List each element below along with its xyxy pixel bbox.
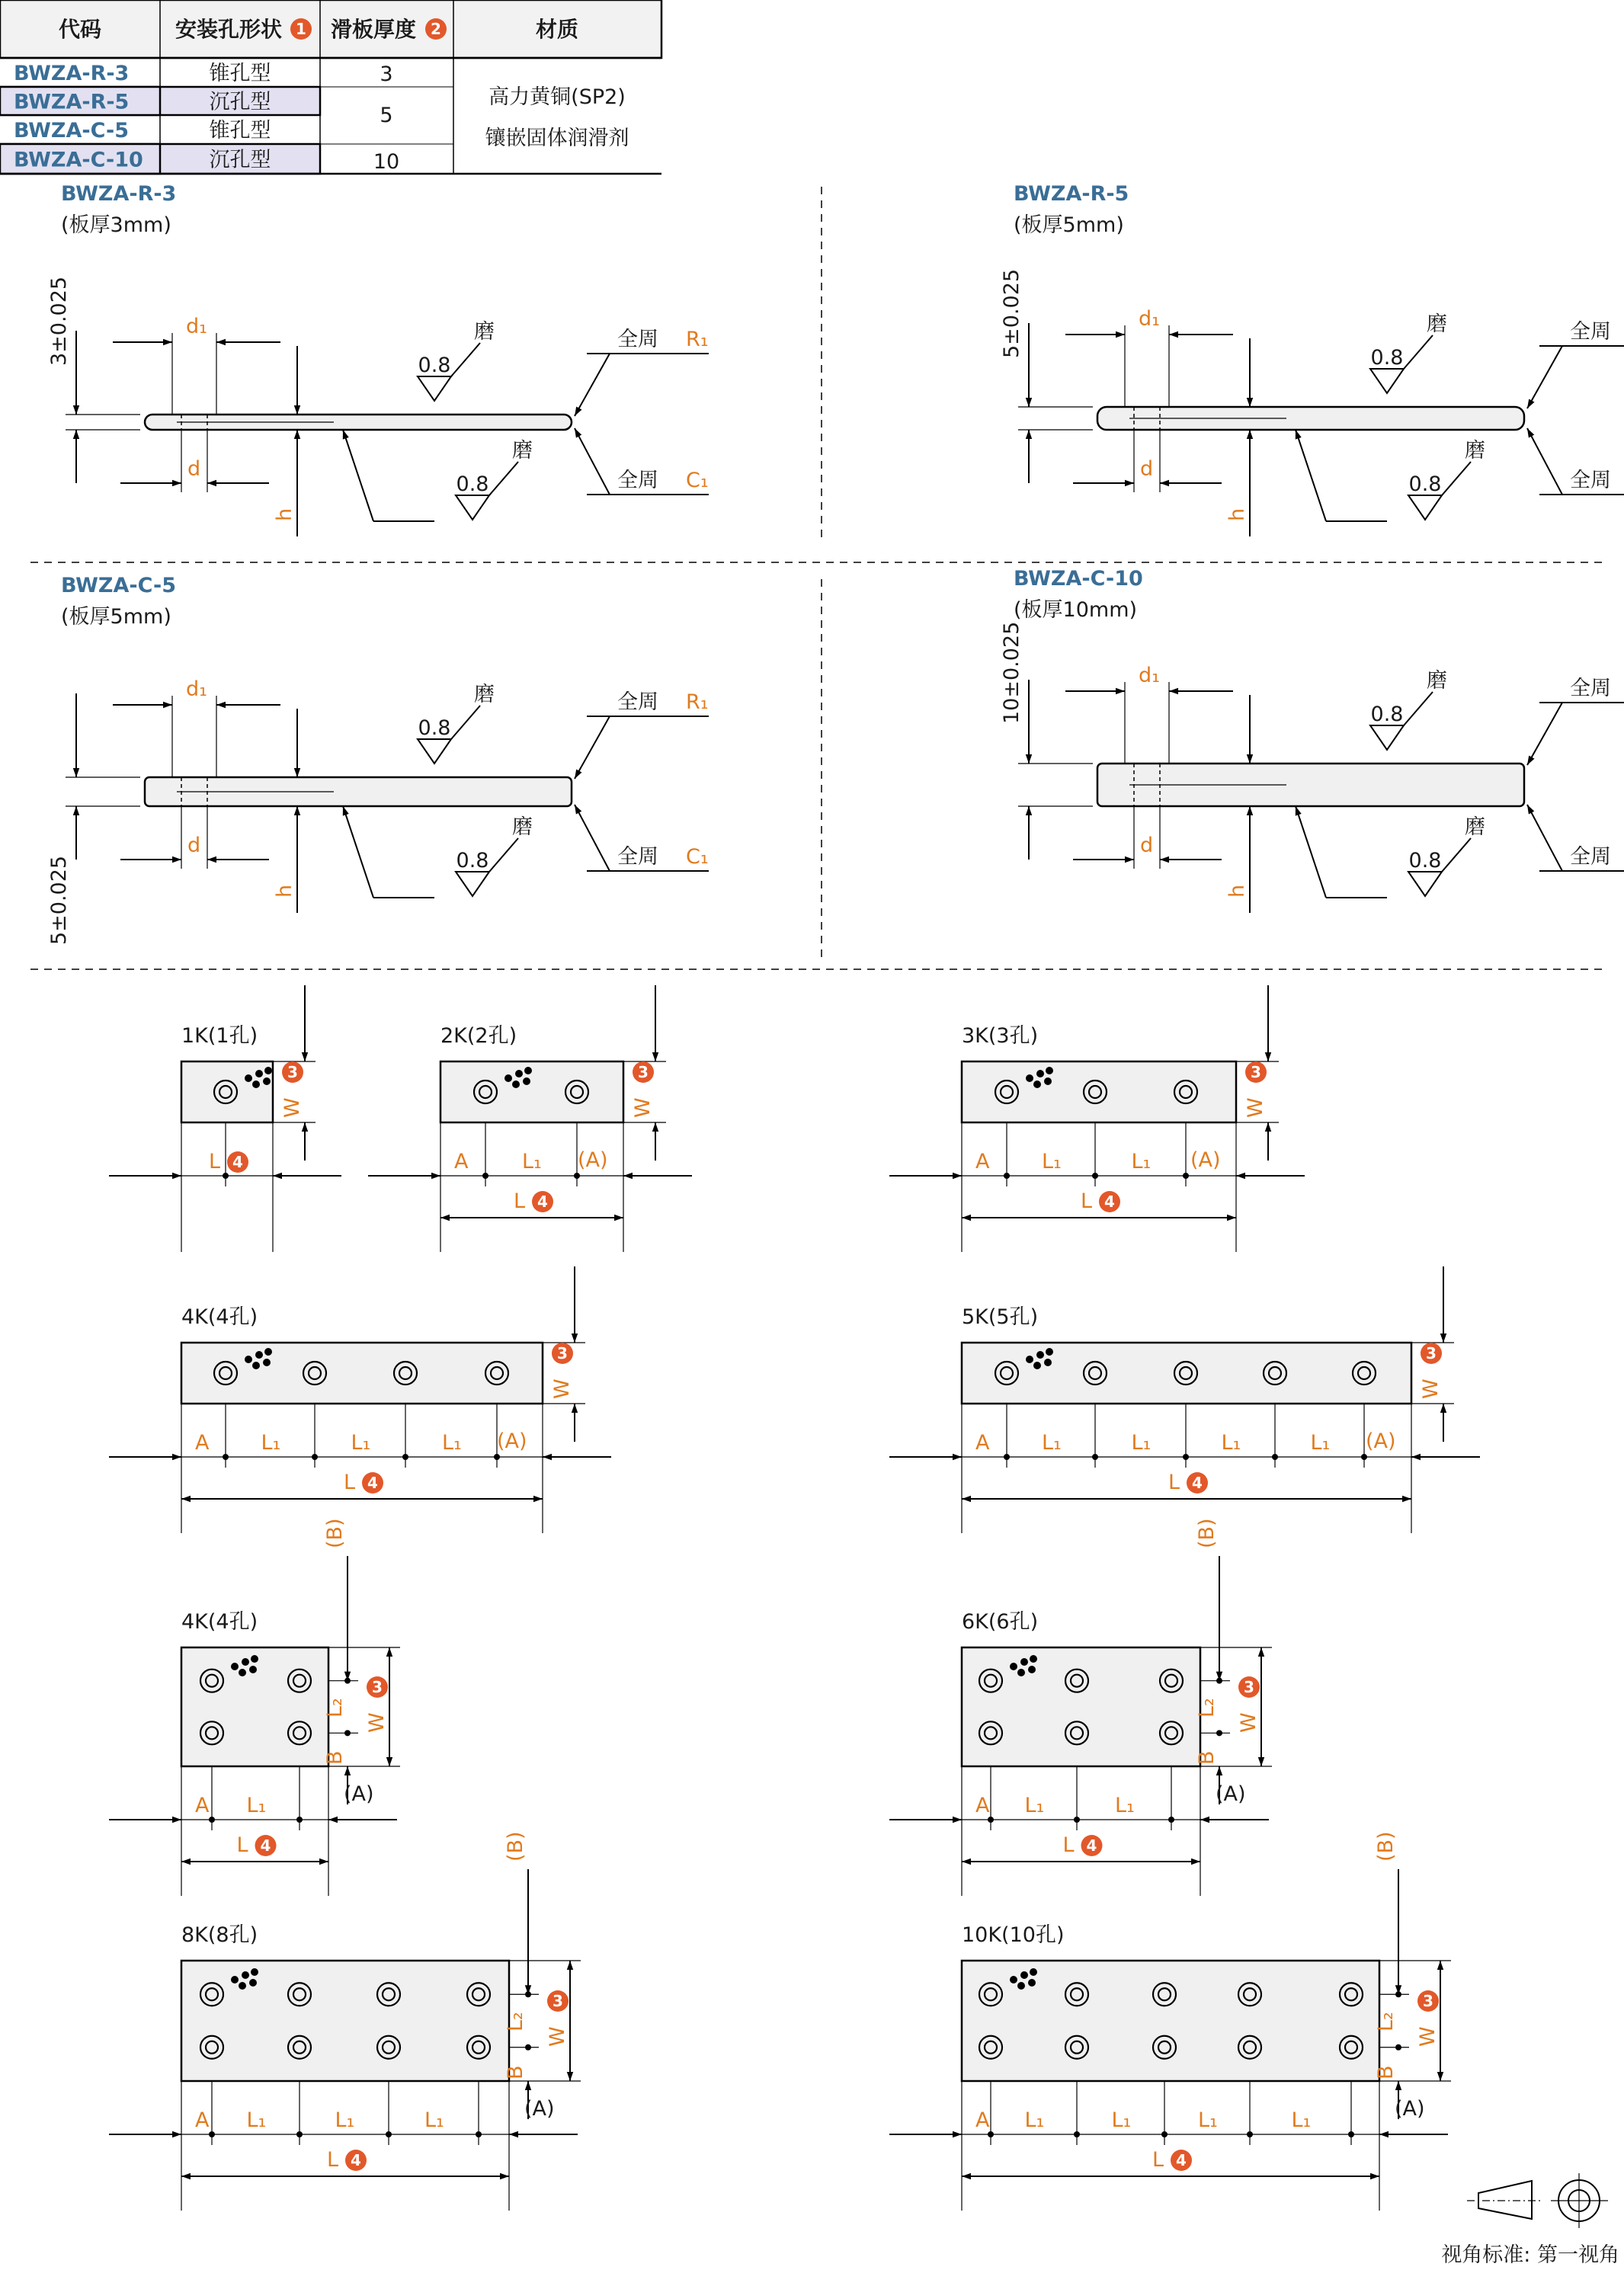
- section-code: BWZA-C-10: [1014, 567, 1143, 591]
- table-cell-thickness: 3: [380, 62, 393, 86]
- badge-w-text: 3: [1244, 1678, 1254, 1696]
- dim-l1: L₁: [1221, 1431, 1241, 1455]
- dim-h: h: [1225, 884, 1249, 898]
- roughness-leader: [489, 462, 518, 495]
- dim-dot: [525, 2044, 531, 2051]
- roughness-value: 0.8: [1370, 703, 1404, 726]
- table-header-shape: 安装孔形状: [175, 17, 283, 42]
- dim-l: L: [1081, 1189, 1093, 1213]
- label-r1: R₁: [686, 690, 709, 714]
- dim-h: h: [273, 884, 296, 898]
- grind-label: 磨: [1427, 312, 1447, 336]
- lubricant-dot: [1028, 1979, 1036, 1987]
- roughness-value: 0.8: [418, 354, 451, 377]
- lubricant-dot: [524, 1067, 532, 1074]
- dim-l1: L₁: [1310, 1431, 1331, 1455]
- plate-top-view: [181, 1961, 509, 2081]
- table-header-code: 代码: [58, 17, 102, 42]
- dim-d: d: [187, 834, 201, 857]
- dim-a-ref: (A): [1216, 1782, 1246, 1806]
- grind-label: 磨: [1465, 439, 1485, 463]
- lubricant-dot: [1044, 1077, 1052, 1085]
- dim-l1: L₁: [1111, 2108, 1132, 2132]
- dim-a: A: [195, 2108, 210, 2132]
- lubricant-dot: [1036, 1351, 1044, 1359]
- dim-l1: L₁: [442, 1431, 462, 1455]
- leader-r1: [1527, 346, 1562, 408]
- leader-c1: [1527, 428, 1562, 495]
- badge-l-text: 4: [1104, 1193, 1115, 1211]
- lubricant-dot: [1017, 1982, 1025, 1990]
- lubricant-dot: [245, 1356, 252, 1363]
- badge-w-text: 3: [287, 1063, 298, 1081]
- badge-l-text: 4: [537, 1193, 548, 1211]
- dim-l1: L₁: [424, 2108, 444, 2132]
- dim-l2: L₂: [323, 1698, 347, 1718]
- dim-b-ref: (B): [323, 1518, 347, 1548]
- table-cell-shape: 锥孔型: [209, 119, 271, 142]
- badge-w-text: 3: [557, 1344, 568, 1362]
- badge-l-text: 4: [1192, 1474, 1203, 1492]
- dim-l: L: [514, 1189, 526, 1213]
- thickness-dim: 10±0.025: [1000, 621, 1023, 724]
- layout-title: 4K(4孔): [181, 1305, 258, 1329]
- table-cell-thickness: 5: [380, 104, 393, 127]
- dim-w: W: [546, 2026, 569, 2047]
- dim-d1: d₁: [186, 677, 207, 701]
- grind-label: 磨: [474, 683, 495, 706]
- label-r1: R₁: [686, 328, 709, 351]
- leader-c1: [575, 805, 610, 871]
- lubricant-dot: [255, 1070, 263, 1077]
- lubricant-dot: [1028, 1666, 1036, 1673]
- plate-top-view: [962, 1647, 1200, 1766]
- dim-l1: L₁: [1115, 1794, 1135, 1817]
- lubricant-dot: [249, 1979, 257, 1987]
- roughness-leader: [1296, 430, 1326, 521]
- roughness-leader: [1442, 462, 1471, 495]
- roughness-bottom: [1408, 495, 1442, 520]
- dim-l1: L₁: [1024, 2108, 1045, 2132]
- lubricant-dot: [264, 1067, 272, 1074]
- dim-a: A: [454, 1150, 469, 1173]
- badge-w-text: 3: [1426, 1344, 1437, 1362]
- dim-l1: L₁: [522, 1150, 542, 1173]
- dim-dot: [344, 1730, 351, 1736]
- layout-title: 8K(8孔): [181, 1923, 258, 1947]
- table-cell-code: BWZA-C-5: [14, 119, 129, 142]
- dim-l: L: [327, 2148, 339, 2172]
- badge-w-text: 3: [553, 1992, 563, 2010]
- dim-l: L: [1152, 2148, 1164, 2172]
- lubricant-dot: [1036, 1070, 1044, 1077]
- roughness-bottom: [1408, 872, 1442, 896]
- roughness-bottom: [456, 495, 489, 520]
- roughness-leader: [343, 806, 373, 898]
- label-around: 全周: [617, 469, 658, 492]
- lubricant-dot: [263, 1077, 271, 1085]
- dim-w: W: [631, 1097, 655, 1118]
- roughness-value: 0.8: [1408, 472, 1442, 496]
- roughness-top: [418, 376, 451, 401]
- dim-w: W: [1237, 1712, 1260, 1733]
- roughness-top: [1370, 369, 1404, 393]
- section-note: (板厚3mm): [61, 213, 171, 237]
- dim-b: B: [504, 2065, 527, 2079]
- roughness-leader: [451, 343, 480, 376]
- leader-c1: [1527, 805, 1562, 871]
- dim-a-ref: (A): [578, 1148, 608, 1172]
- roughness-leader: [1404, 335, 1433, 369]
- lubricant-dot: [245, 1074, 252, 1082]
- lubricant-dot: [242, 1971, 249, 1979]
- dim-h: h: [273, 507, 296, 521]
- dim-dot: [1216, 1678, 1222, 1684]
- thickness-dim: 3±0.025: [47, 276, 71, 366]
- layout-title: 5K(5孔): [962, 1305, 1039, 1329]
- section-note: (板厚10mm): [1014, 598, 1138, 622]
- table-cell-thickness: 10: [373, 150, 400, 174]
- lubricant-dot: [263, 1359, 271, 1366]
- header-badge-2-text: 2: [431, 20, 441, 38]
- layout-title: 3K(3孔): [962, 1024, 1039, 1048]
- lubricant-dot: [1033, 1362, 1041, 1369]
- badge-w-text: 3: [1251, 1063, 1261, 1081]
- lubricant-dot: [231, 1663, 239, 1670]
- plate-top-view: [181, 1647, 328, 1766]
- dim-a-ref: (A): [1190, 1148, 1221, 1172]
- label-around: 全周: [617, 845, 658, 869]
- badge-w-text: 3: [1423, 1992, 1433, 2010]
- dim-l: L: [1168, 1471, 1180, 1494]
- dim-w: W: [550, 1378, 574, 1399]
- table-cell-code: BWZA-R-5: [14, 90, 130, 114]
- table-material-2: 镶嵌固体润滑剂: [485, 126, 629, 150]
- lubricant-dot: [1046, 1348, 1053, 1356]
- roughness-top: [1370, 725, 1404, 750]
- dim-l2: L₂: [1374, 2012, 1398, 2031]
- dim-w: W: [1416, 2026, 1440, 2047]
- table-cell-code: BWZA-C-10: [14, 148, 143, 172]
- dim-l: L: [209, 1150, 221, 1173]
- table-cell-shape: 锥孔型: [209, 62, 271, 85]
- roughness-bottom: [456, 872, 489, 896]
- dim-l1: L₁: [246, 1794, 267, 1817]
- roughness-leader: [1442, 838, 1471, 872]
- dim-l1: L₁: [1198, 2108, 1218, 2132]
- lubricant-dot: [1030, 1968, 1037, 1976]
- table-cell-code: BWZA-R-3: [14, 62, 130, 85]
- table-header-material: 材质: [535, 17, 579, 42]
- dim-h: h: [1225, 507, 1249, 521]
- roughness-top: [418, 739, 451, 764]
- view-standard-label: 视角标准: 第一视角: [1441, 2243, 1619, 2267]
- layout-title: 6K(6孔): [962, 1610, 1039, 1634]
- dim-l: L: [344, 1471, 356, 1494]
- dim-a: A: [975, 1431, 990, 1455]
- dim-d1: d₁: [1139, 307, 1160, 331]
- dim-l1: L₁: [1131, 1150, 1152, 1173]
- dim-d: d: [1140, 834, 1154, 857]
- roughness-leader: [1296, 806, 1326, 898]
- dim-d1: d₁: [186, 315, 207, 338]
- dim-l1: L₁: [1131, 1431, 1152, 1455]
- dim-b: B: [1374, 2065, 1398, 2079]
- dim-a-ref: (A): [1395, 2097, 1425, 2121]
- dim-a: A: [975, 1794, 990, 1817]
- lubricant-dot: [1044, 1359, 1052, 1366]
- lubricant-dot: [239, 1669, 246, 1676]
- roughness-value: 0.8: [1370, 346, 1404, 370]
- thickness-dim: 5±0.025: [47, 855, 71, 945]
- dim-l: L: [236, 1833, 248, 1857]
- plate-top-view: [962, 1061, 1236, 1122]
- dim-a-ref: (A): [497, 1430, 527, 1453]
- dim-dot: [525, 1991, 531, 1997]
- section-note: (板厚5mm): [61, 605, 171, 629]
- dim-w: W: [280, 1097, 304, 1118]
- dim-b: B: [323, 1750, 347, 1765]
- label-around: 全周: [1570, 845, 1611, 869]
- dim-l2: L₂: [504, 2012, 527, 2031]
- lubricant-dot: [264, 1348, 272, 1356]
- layout-title: 2K(2孔): [440, 1024, 517, 1048]
- dim-d1: d₁: [1139, 664, 1160, 687]
- lubricant-dot: [251, 1968, 258, 1976]
- dim-b-ref: (B): [504, 1831, 527, 1862]
- label-c1: C₁: [686, 469, 709, 492]
- leader-r1: [1527, 703, 1562, 765]
- dim-a-ref: (A): [524, 2097, 555, 2121]
- table-header-thickness: 滑板厚度: [330, 17, 417, 42]
- dim-a-ref: (A): [1366, 1430, 1396, 1453]
- section-code: BWZA-R-5: [1014, 182, 1129, 206]
- lubricant-dot: [1026, 1356, 1033, 1363]
- layout-title: 1K(1孔): [181, 1024, 258, 1048]
- dim-dot: [344, 1678, 351, 1684]
- section-code: BWZA-C-5: [61, 574, 176, 597]
- dim-l2: L₂: [1195, 1698, 1219, 1718]
- layout-title: 4K(4孔): [181, 1610, 258, 1634]
- badge-l-text: 4: [260, 1836, 271, 1855]
- table-cell-shape: 沉孔型: [209, 148, 271, 172]
- leader-c1: [575, 428, 610, 495]
- lubricant-dot: [523, 1077, 530, 1085]
- dim-l1: L₁: [1042, 1150, 1062, 1173]
- lubricant-dot: [1026, 1074, 1033, 1082]
- lubricant-dot: [1020, 1971, 1028, 1979]
- label-around: 全周: [617, 328, 658, 351]
- dim-l1: L₁: [1291, 2108, 1312, 2132]
- layout-title: 10K(10孔): [962, 1923, 1065, 1947]
- projection-symbol-cone: [1478, 2181, 1532, 2219]
- lubricant-dot: [1046, 1067, 1053, 1074]
- label-around: 全周: [1570, 469, 1611, 492]
- badge-w-text: 3: [638, 1063, 649, 1081]
- lubricant-dot: [239, 1982, 246, 1990]
- lubricant-dot: [1030, 1655, 1037, 1663]
- leader-r1: [575, 354, 610, 416]
- lubricant-dot: [242, 1658, 249, 1666]
- plate-top-view: [962, 1343, 1411, 1404]
- roughness-leader: [343, 430, 373, 521]
- lubricant-dot: [249, 1666, 257, 1673]
- dim-l1: L₁: [261, 1431, 281, 1455]
- lubricant-dot: [512, 1081, 520, 1088]
- dim-d: d: [1140, 457, 1154, 481]
- lubricant-dot: [515, 1070, 523, 1077]
- section-code: BWZA-R-3: [61, 182, 177, 206]
- badge-l-text: 4: [232, 1153, 243, 1171]
- roughness-value: 0.8: [456, 849, 489, 872]
- lubricant-dot: [252, 1362, 260, 1369]
- grind-label: 磨: [474, 320, 495, 344]
- roughness-leader: [451, 706, 480, 739]
- dim-a: A: [195, 1431, 210, 1455]
- label-around: 全周: [617, 690, 658, 714]
- badge-l-text: 4: [1176, 2151, 1187, 2169]
- label-c1: C₁: [686, 845, 709, 869]
- plate-top-view: [181, 1343, 543, 1404]
- grind-label: 磨: [512, 815, 533, 839]
- roughness-value: 0.8: [1408, 849, 1442, 872]
- grind-label: 磨: [1427, 669, 1447, 693]
- dim-l: L: [1062, 1833, 1075, 1857]
- grind-label: 磨: [1465, 815, 1485, 839]
- dim-a-ref: (A): [344, 1782, 374, 1806]
- roughness-value: 0.8: [418, 716, 451, 740]
- dim-b-ref: (B): [1374, 1831, 1398, 1862]
- badge-l-text: 4: [351, 2151, 361, 2169]
- dim-a: A: [195, 1794, 210, 1817]
- lubricant-dot: [1017, 1669, 1025, 1676]
- lubricant-dot: [231, 1976, 239, 1983]
- dim-dot: [1216, 1730, 1222, 1736]
- dim-w: W: [1244, 1097, 1267, 1118]
- lubricant-dot: [1020, 1658, 1028, 1666]
- table-material-1: 高力黄铜(SP2): [488, 85, 626, 109]
- section-note: (板厚5mm): [1014, 213, 1124, 237]
- lubricant-dot: [252, 1081, 260, 1088]
- lubricant-dot: [1010, 1663, 1017, 1670]
- dim-dot: [1395, 2044, 1401, 2051]
- grind-label: 磨: [512, 439, 533, 463]
- badge-l-text: 4: [1086, 1836, 1097, 1855]
- label-around: 全周: [1570, 320, 1611, 344]
- dim-l1: L₁: [1024, 1794, 1045, 1817]
- leader-r1: [575, 716, 610, 779]
- dim-w: W: [365, 1712, 389, 1733]
- label-around: 全周: [1570, 677, 1611, 700]
- lubricant-dot: [504, 1074, 512, 1082]
- roughness-leader: [489, 838, 518, 872]
- dim-a: A: [975, 1150, 990, 1173]
- roughness-leader: [1404, 692, 1433, 725]
- header-badge-1-text: 1: [296, 20, 306, 38]
- thickness-dim: 5±0.025: [1000, 268, 1023, 358]
- lubricant-dot: [251, 1655, 258, 1663]
- lubricant-dot: [1010, 1976, 1017, 1983]
- lubricant-dot: [1033, 1081, 1041, 1088]
- dim-dot: [1395, 1991, 1401, 1997]
- dim-l1: L₁: [351, 1431, 371, 1455]
- dim-a: A: [975, 2108, 990, 2132]
- lubricant-dot: [255, 1351, 263, 1359]
- dim-l1: L₁: [246, 2108, 267, 2132]
- roughness-value: 0.8: [456, 472, 489, 496]
- dim-l1: L₁: [335, 2108, 355, 2132]
- dim-b: B: [1195, 1750, 1219, 1765]
- dim-d: d: [187, 457, 201, 481]
- dim-l1: L₁: [1042, 1431, 1062, 1455]
- dim-w: W: [1419, 1378, 1443, 1399]
- badge-l-text: 4: [367, 1474, 378, 1492]
- badge-w-text: 3: [372, 1678, 383, 1696]
- dim-b-ref: (B): [1195, 1518, 1219, 1548]
- table-cell-shape: 沉孔型: [209, 90, 271, 114]
